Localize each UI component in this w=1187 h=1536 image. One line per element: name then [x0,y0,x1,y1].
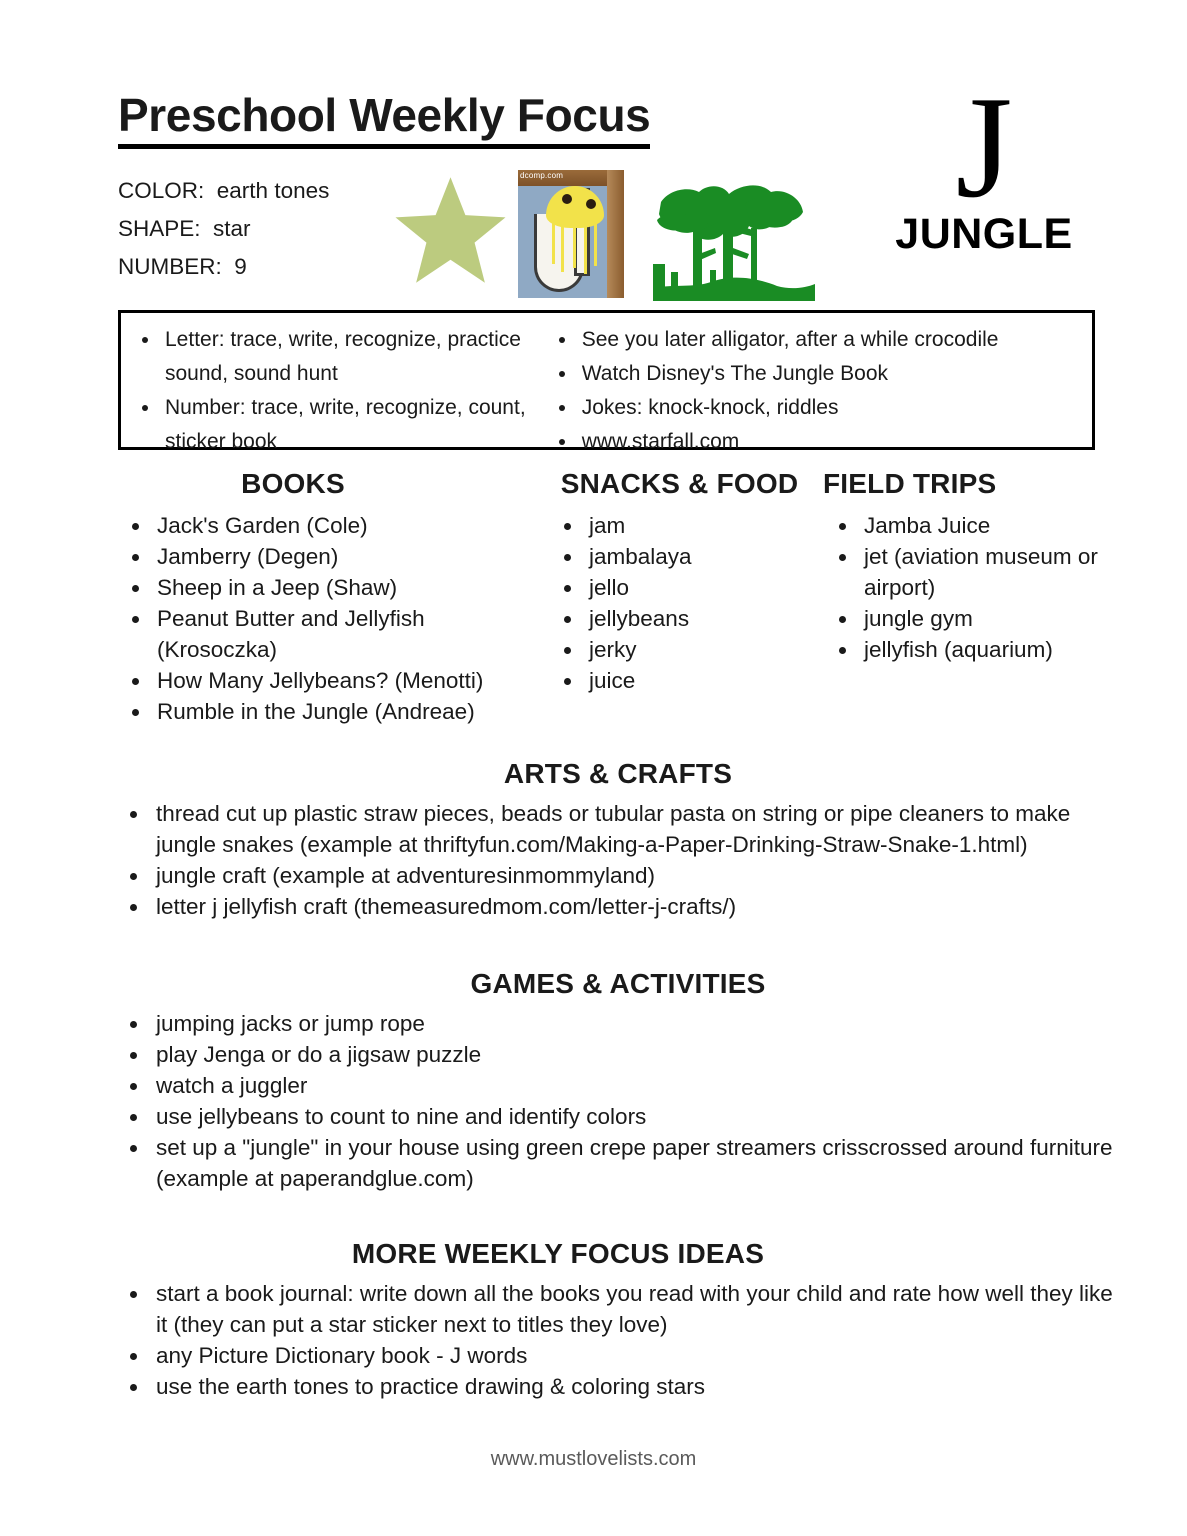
meta-row-shape [118,210,329,248]
field-trips-heading: FIELD TRIPS [823,468,997,499]
photo-wood-edge-right [607,170,624,298]
list-item: • any Picture Dictionary book - J words [150,1340,1118,1371]
jellyfish-craft-photo [518,170,624,298]
snacks-heading: SNACKS & FOOD [560,468,799,499]
meta-value-number: 9 [234,254,247,279]
list-item: • jerky [584,634,821,665]
header [0,0,1187,279]
list-item: • start a book journal: write down all the books you read with your child and rate how well they like it (they can put a star sticker next to titles they love) [150,1278,1118,1340]
meta-row-color [118,172,329,210]
list-item: • Sheep in a Jeep (Shaw) [152,572,538,603]
arts-and-crafts-list [118,798,1118,922]
list-item: • Jack's Garden (Cole) [152,510,538,541]
meta-value-color: earth tones [216,178,330,203]
field-trips-column [821,468,1118,727]
star-icon [393,175,508,285]
jellyfish-eye [562,194,572,204]
list-item: • Peanut Butter and Jellyfish (Krosoczka) [152,603,538,665]
list-item: • use the earth tones to practice drawing & coloring stars [150,1371,1118,1402]
list-item: • jello [584,572,821,603]
games-and-activities-heading: GAMES & ACTIVITIES [470,968,766,999]
more-ideas-heading: MORE WEEKLY FOCUS IDEAS [351,1238,765,1269]
meta-label-number: NUMBER: [118,254,222,279]
list-item: • jellybeans [584,603,821,634]
arts-and-crafts-section [118,758,1118,922]
page-title-wrap [118,89,651,149]
jellyfish-bell [546,186,604,228]
snacks-column [538,468,821,727]
jellyfish-tentacle [552,222,555,264]
list-item: • See you later alligator, after a while crocodile [578,323,1086,357]
basics-column-left [121,313,538,453]
meta-label-color: COLOR: [118,178,205,203]
jellyfish-tentacle [584,222,587,274]
games-and-activities-section [118,968,1118,1194]
jellyfish-tentacle [561,222,564,272]
list-item: • letter j jellyfish craft (themeasuredmom.com/letter-j-crafts/) [150,891,1118,922]
list-item: • jam [584,510,821,541]
featured-letter: J [955,66,1013,228]
list-item: • Jamberry (Degen) [152,541,538,572]
jungle-tree-icon [653,168,815,301]
list-item: • www.starfall.com [578,425,1086,459]
meta-value-shape: star [213,216,251,241]
three-column-section [118,468,1118,727]
list-item: • Rumble in the Jungle (Andreae) [152,696,538,727]
list-item: • How Many Jellybeans? (Menotti) [152,665,538,696]
arts-and-crafts-heading: ARTS & CRAFTS [503,758,733,789]
list-item: • use jellybeans to count to nine and identify colors [150,1101,1118,1132]
list-item: • Number: trace, write, recognize, count, sticker book [161,391,532,459]
list-item: • jungle craft (example at adventuresinmommyland) [150,860,1118,891]
list-item: • set up a "jungle" in your house using green crepe paper streamers crisscrossed around furniture (example at paperandglue.com) [150,1132,1118,1194]
meta-label-shape: SHAPE: [118,216,201,241]
list-item: • Letter: trace, write, recognize, practice sound, sound hunt [161,323,532,391]
list-item: • Watch Disney's The Jungle Book [578,357,1086,391]
list-item: • watch a juggler [150,1070,1118,1101]
list-item: • jellyfish (aquarium) [859,634,1118,665]
field-trips-list [821,510,1118,665]
jellyfish-eye [586,199,596,209]
list-item: • juice [584,665,821,696]
photo-watermark: dcomp.com [520,171,564,180]
list-item: • Jamba Juice [859,510,1118,541]
more-ideas-section [118,1238,1118,1402]
footer-url: www.mustlovelists.com [490,1448,697,1470]
list-item: • jungle gym [859,603,1118,634]
games-and-activities-list [118,1008,1118,1194]
list-item: • jumping jacks or jump rope [150,1008,1118,1039]
more-ideas-list [118,1278,1118,1402]
letter-block [869,66,1099,259]
basics-box [118,310,1095,453]
focus-meta-list [118,172,329,286]
meta-row-number [118,248,329,286]
list-item: • thread cut up plastic straw pieces, beads or tubular pasta on string or pipe cleaners to make jungle snakes (example at thriftyfun.com/Making-a-Paper-Drinking-Straw-Snake-1.html) [150,798,1118,860]
jellyfish-tentacle [594,222,597,266]
list-item: • jet (aviation museum or airport) [859,541,1118,603]
page-title: Preschool Weekly Focus [118,92,650,149]
basics-list-right [552,323,1086,459]
list-item: • jambalaya [584,541,821,572]
list-item: • Jokes: knock-knock, riddles [578,391,1086,425]
basics-column-right [538,313,1092,453]
jellyfish-tentacle [573,222,576,268]
books-column [118,468,538,727]
books-list [118,510,538,727]
featured-word: JUNGLE [895,209,1073,258]
basics-list-left [135,323,532,459]
list-item: • play Jenga or do a jigsaw puzzle [150,1039,1118,1070]
books-heading: BOOKS [241,468,345,499]
snacks-list [538,510,821,696]
